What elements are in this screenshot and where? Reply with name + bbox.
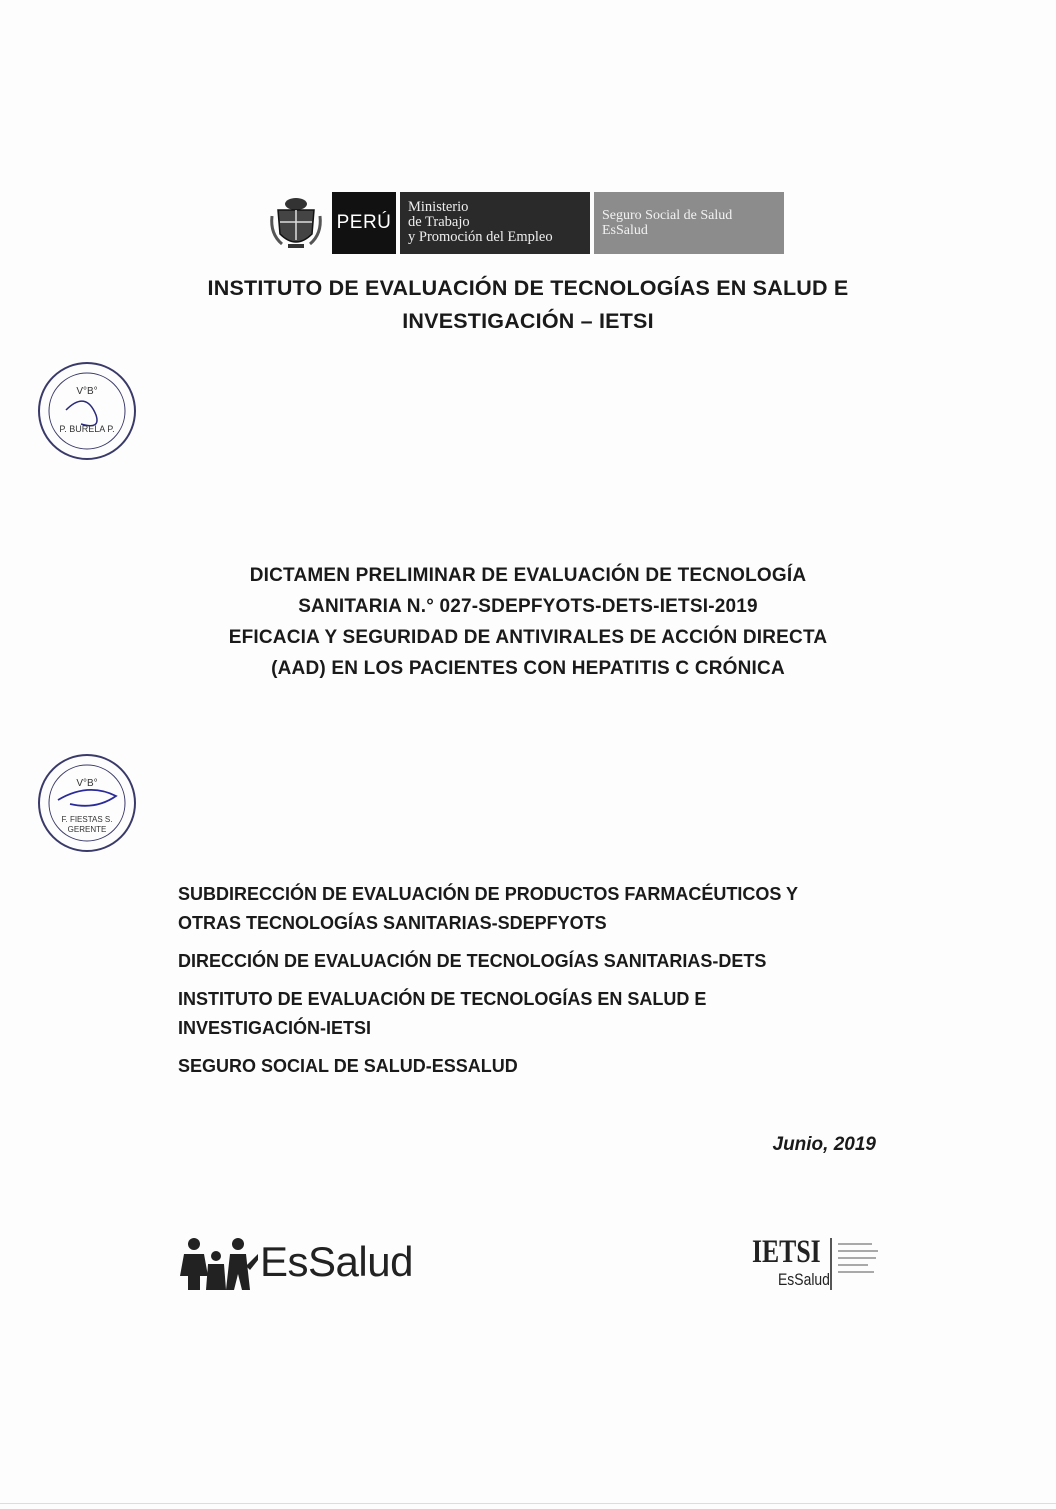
organization-line: SEGURO SOCIAL DE SALUD-ESSALUD — [178, 1056, 518, 1076]
ministry-line-1: Ministerio — [408, 199, 469, 215]
institute-title-line-2: INVESTIGACIÓN – IETSI — [402, 309, 654, 333]
approval-stamp — [36, 752, 138, 854]
ministry-label — [400, 192, 590, 254]
institute-title-line-1: INSTITUTO DE EVALUACIÓN DE TECNOLOGÍAS EN SALUD E — [207, 276, 849, 300]
organization-line: INVESTIGACIÓN-IETSI — [178, 1018, 372, 1038]
essalud-banner-line-2: EsSalud — [602, 223, 648, 238]
essalud-logo — [180, 1232, 430, 1296]
peru-label: PERÚ — [332, 192, 396, 254]
stamp-vb-label: V°B° — [76, 778, 98, 789]
institute-title — [60, 272, 996, 338]
stamp-name-label: F. FIESTAS S. — [61, 815, 113, 824]
stamp-name-label: P. BURELA P. — [59, 424, 115, 434]
essalud-banner-line-1: Seguro Social de Salud — [602, 208, 733, 223]
dictamen-title — [100, 560, 956, 684]
dictamen-line-2: SANITARIA N.° 027-SDEPFYOTS-DETS-IETSI-2019 — [298, 596, 758, 617]
family-icon — [180, 1236, 258, 1292]
organization-list — [178, 880, 898, 1090]
government-banner — [268, 192, 784, 254]
document-date: Junio, 2019 — [772, 1134, 876, 1155]
ministry-line-2: de Trabajo — [408, 214, 470, 230]
essalud-banner-label — [594, 192, 784, 254]
ietsi-wordmark: IETSI — [752, 1234, 821, 1270]
ietsi-sub-wordmark: EsSalud — [778, 1270, 830, 1289]
organization-line: INSTITUTO DE EVALUACIÓN DE TECNOLOGÍAS EN SALUD E — [178, 989, 707, 1009]
logo-divider — [830, 1238, 832, 1290]
stamp-vb-label: V°B° — [76, 386, 98, 397]
dictamen-line-4: (AAD) EN LOS PACIENTES CON HEPATITIS C CRÓNICA — [271, 658, 785, 679]
ministry-line-3: y Promoción del Empleo — [408, 229, 553, 245]
organization-item — [178, 1052, 898, 1081]
stamp-role-label: GERENTE — [67, 825, 107, 834]
essalud-wordmark: EsSalud — [260, 1238, 413, 1285]
peru-coat-of-arms-icon — [268, 194, 324, 252]
approval-stamp — [36, 360, 138, 462]
ietsi-logo — [752, 1234, 902, 1298]
organization-line: SUBDIRECCIÓN DE EVALUACIÓN DE PRODUCTOS FARMACÉUTICOS Y — [178, 884, 799, 904]
page-edge-line — [0, 1503, 1056, 1504]
organization-item — [178, 985, 898, 1043]
dictamen-line-1: DICTAMEN PRELIMINAR DE EVALUACIÓN DE TECNOLOGÍA — [249, 565, 807, 586]
organization-line: DIRECCIÓN DE EVALUACIÓN DE TECNOLOGÍAS SANITARIAS-DETS — [178, 951, 767, 971]
organization-item — [178, 880, 898, 938]
signature-scribble — [58, 790, 116, 806]
organization-item — [178, 947, 898, 976]
signature-scribble — [66, 401, 97, 426]
dictamen-line-3: EFICACIA Y SEGURIDAD DE ANTIVIRALES DE ACCIÓN DIRECTA — [228, 627, 828, 648]
organization-line: OTRAS TECNOLOGÍAS SANITARIAS-SDEPFYOTS — [178, 913, 607, 933]
ietsi-fine-print — [838, 1240, 898, 1284]
